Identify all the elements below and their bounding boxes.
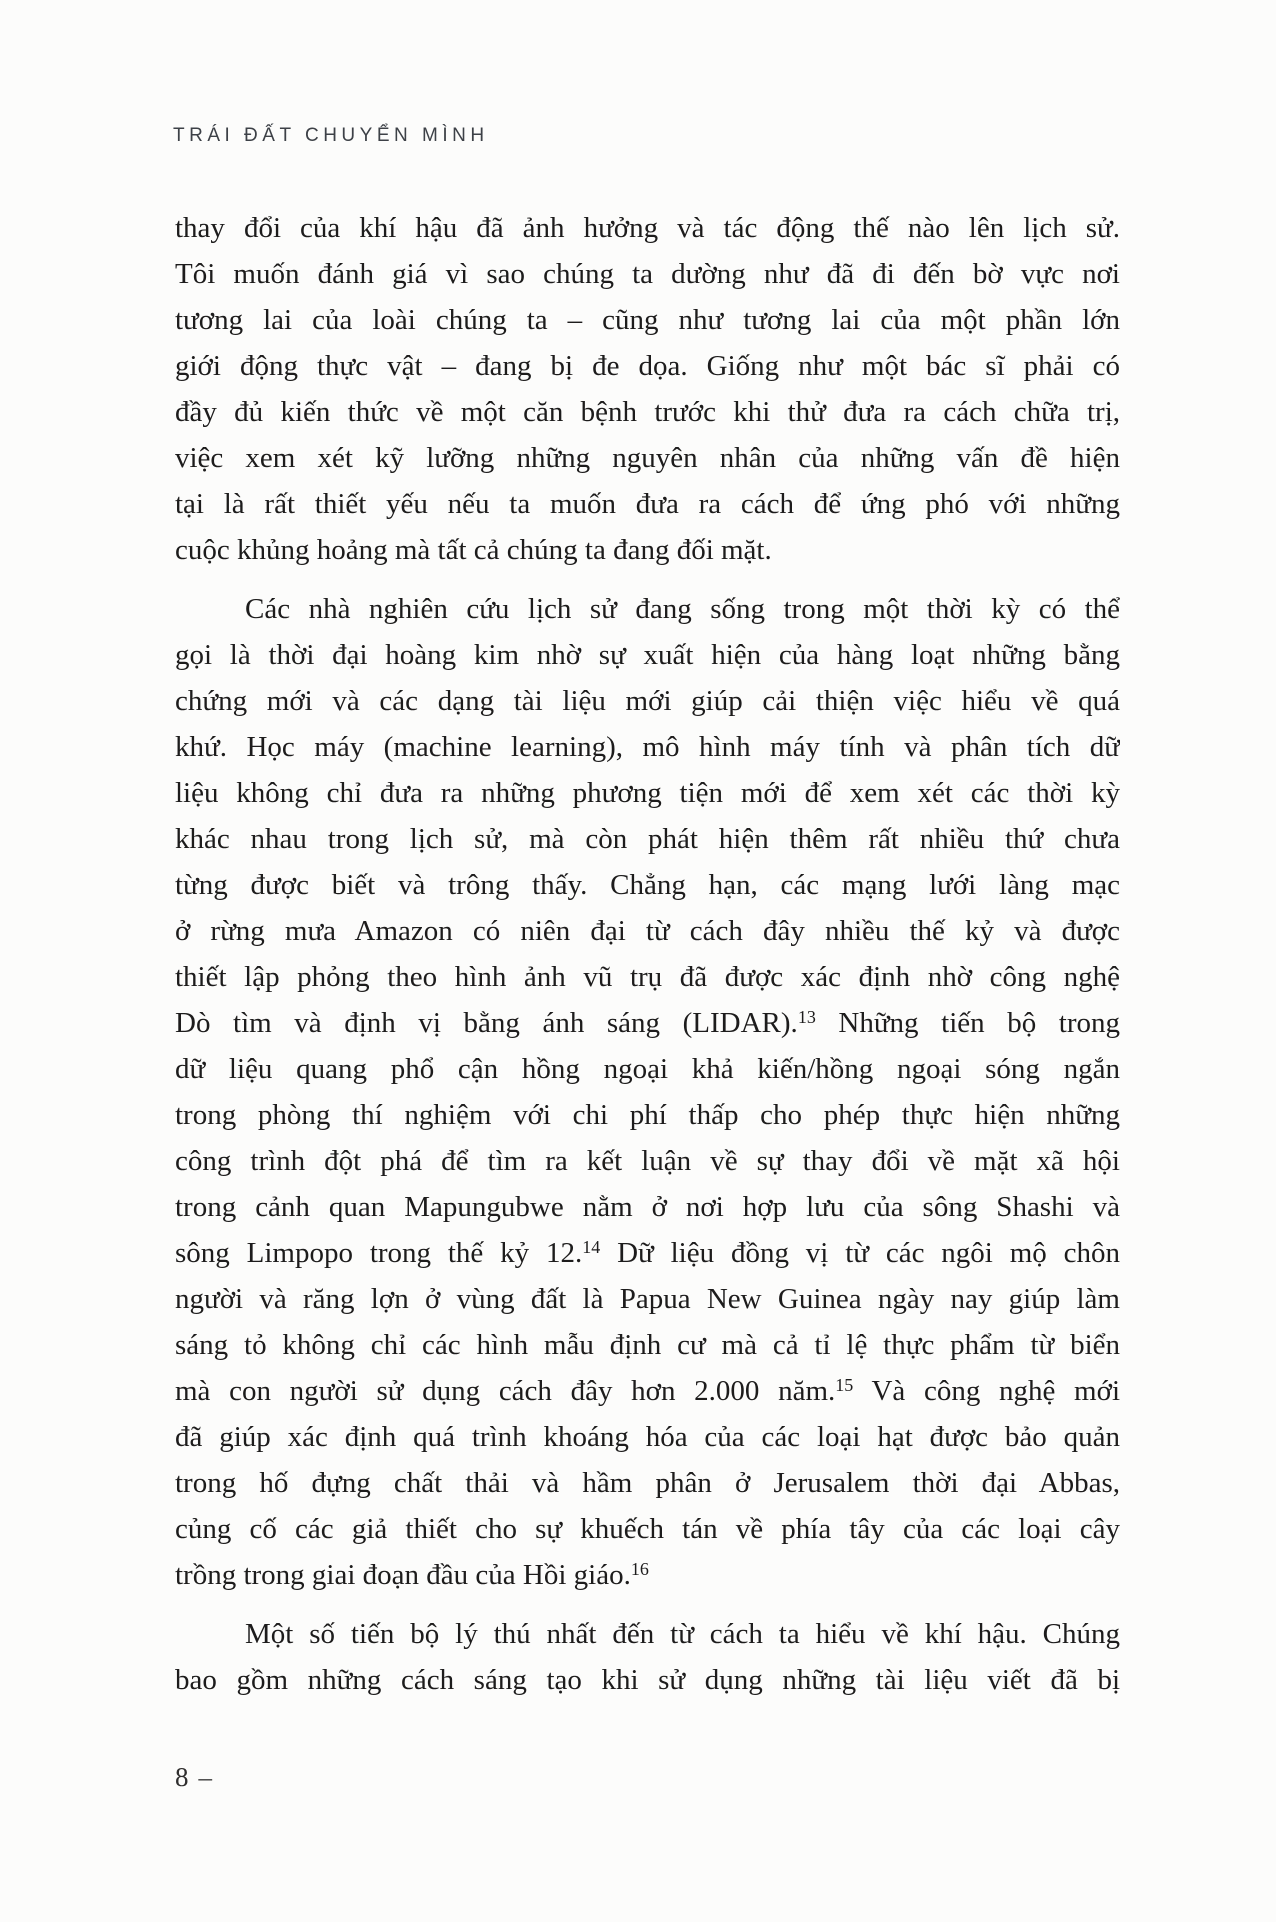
text-line — [175, 1414, 1120, 1460]
page-number-dash: – — [198, 1762, 213, 1792]
text-segment: khác nhau trong lịch sử, mà còn phát hiện thêm rất nhiều thứ chưa — [175, 823, 1120, 855]
text-segment: bao gồm những cách sáng tạo khi sử dụng những tài liệu viết đã bị — [175, 1664, 1120, 1696]
text-line — [175, 586, 1120, 632]
text-segment: sáng tỏ không chỉ các hình mẫu định cư mà cả tỉ lệ thực phẩm từ biển — [175, 1329, 1120, 1361]
footnote-ref: 15 — [835, 1375, 854, 1395]
text-line — [175, 1092, 1120, 1138]
text-segment: Những tiến bộ trong — [815, 1007, 1120, 1039]
text-line — [175, 1552, 1120, 1598]
footnote-ref: 14 — [582, 1237, 601, 1257]
text-segment: tại là rất thiết yếu nếu ta muốn đưa ra cách để ứng phó với những — [175, 488, 1120, 520]
text-segment: Tôi muốn đánh giá vì sao chúng ta dường như đã đi đến bờ vực nơi — [175, 258, 1120, 290]
text-segment: trong phòng thí nghiệm với chi phí thấp cho phép thực hiện những — [175, 1099, 1120, 1131]
text-line — [175, 1322, 1120, 1368]
text-line — [175, 908, 1120, 954]
paragraph — [175, 586, 1120, 1598]
text-line — [175, 1657, 1120, 1703]
text-segment: tương lai của loài chúng ta – cũng như tương lai của một phần lớn — [175, 304, 1120, 336]
text-segment: dữ liệu quang phổ cận hồng ngoại khả kiến/hồng ngoại sóng ngắn — [175, 1053, 1120, 1085]
text-segment: chứng mới và các dạng tài liệu mới giúp cải thiện việc hiểu về quá — [175, 685, 1120, 717]
text-line — [175, 724, 1120, 770]
text-segment: thiết lập phỏng theo hình ảnh vũ trụ đã được xác định nhờ công nghệ — [175, 961, 1120, 993]
text-line — [175, 205, 1120, 251]
text-segment: Các nhà nghiên cứu lịch sử đang sống trong một thời kỳ có thể — [245, 593, 1120, 625]
text-segment: giới động thực vật – đang bị đe dọa. Giống như một bác sĩ phải có — [175, 350, 1120, 382]
text-segment: Dò tìm và định vị bằng ánh sáng (LIDAR). — [175, 1007, 798, 1039]
text-segment: sông Limpopo trong thế kỷ 12. — [175, 1237, 583, 1269]
text-segment: từng được biết và trông thấy. Chẳng hạn, các mạng lưới làng mạc — [175, 869, 1120, 901]
text-line — [175, 251, 1120, 297]
text-line — [175, 678, 1120, 724]
text-line — [175, 481, 1120, 527]
paragraph — [175, 205, 1120, 573]
text-segment: cuộc khủng hoảng mà tất cả chúng ta đang đối mặt. — [175, 534, 772, 566]
text-line — [175, 1611, 1120, 1657]
text-segment: người và răng lợn ở vùng đất là Papua New Guinea ngày nay giúp làm — [175, 1283, 1120, 1315]
text-line — [175, 1184, 1120, 1230]
text-line — [175, 343, 1120, 389]
text-segment: thay đổi của khí hậu đã ảnh hưởng và tác động thế nào lên lịch sử. — [175, 212, 1120, 244]
text-line — [175, 527, 1120, 573]
text-line — [175, 1138, 1120, 1184]
text-line — [175, 816, 1120, 862]
footnote-ref: 13 — [797, 1007, 816, 1027]
text-line — [175, 297, 1120, 343]
text-segment: Dữ liệu đồng vị từ các ngôi mộ chôn — [600, 1237, 1120, 1269]
footnote-ref: 16 — [630, 1559, 649, 1579]
text-line — [175, 1000, 1120, 1046]
text-segment: ở rừng mưa Amazon có niên đại từ cách đây nhiều thế kỷ và được — [175, 915, 1120, 947]
text-line — [175, 1460, 1120, 1506]
text-line — [175, 954, 1120, 1000]
text-segment: liệu không chỉ đưa ra những phương tiện mới để xem xét các thời kỳ — [175, 777, 1120, 809]
text-line — [175, 1506, 1120, 1552]
text-line — [175, 770, 1120, 816]
page-number: 8 — [175, 1762, 190, 1792]
text-segment: đầy đủ kiến thức về một căn bệnh trước khi thử đưa ra cách chữa trị, — [175, 396, 1120, 428]
text-segment: gọi là thời đại hoàng kim nhờ sự xuất hiện của hàng loạt những bằng — [175, 639, 1120, 671]
text-segment: mà con người sử dụng cách đây hơn 2.000 năm. — [175, 1375, 836, 1407]
running-header: TRÁI ĐẤT CHUYỂN MÌNH — [173, 125, 489, 146]
text-segment: củng cố các giả thiết cho sự khuếch tán về phía tây của các loại cây — [175, 1513, 1120, 1545]
text-segment: khứ. Học máy (machine learning), mô hình máy tính và phân tích dữ — [175, 731, 1120, 763]
text-segment: trong cảnh quan Mapungubwe nằm ở nơi hợp lưu của sông Shashi và — [175, 1191, 1120, 1223]
text-segment: đã giúp xác định quá trình khoáng hóa của các loại hạt được bảo quản — [175, 1421, 1120, 1453]
text-line — [175, 435, 1120, 481]
text-segment: trong hố đựng chất thải và hầm phân ở Jerusalem thời đại Abbas, — [175, 1467, 1120, 1499]
text-segment: Và công nghệ mới — [853, 1375, 1120, 1407]
text-line — [175, 1276, 1120, 1322]
text-segment: công trình đột phá để tìm ra kết luận về sự thay đổi về mặt xã hội — [175, 1145, 1120, 1177]
text-line — [175, 1230, 1120, 1276]
text-segment: Một số tiến bộ lý thú nhất đến từ cách ta hiểu về khí hậu. Chúng — [245, 1618, 1120, 1650]
page-footer — [175, 1762, 213, 1793]
text-segment: trồng trong giai đoạn đầu của Hồi giáo. — [175, 1559, 631, 1591]
text-line — [175, 1046, 1120, 1092]
paragraph — [175, 1611, 1120, 1703]
text-line — [175, 1368, 1120, 1414]
text-line — [175, 389, 1120, 435]
text-line — [175, 632, 1120, 678]
text-segment: việc xem xét kỹ lưỡng những nguyên nhân của những vấn đề hiện — [175, 442, 1120, 474]
body-text — [175, 205, 1120, 1703]
text-line — [175, 862, 1120, 908]
